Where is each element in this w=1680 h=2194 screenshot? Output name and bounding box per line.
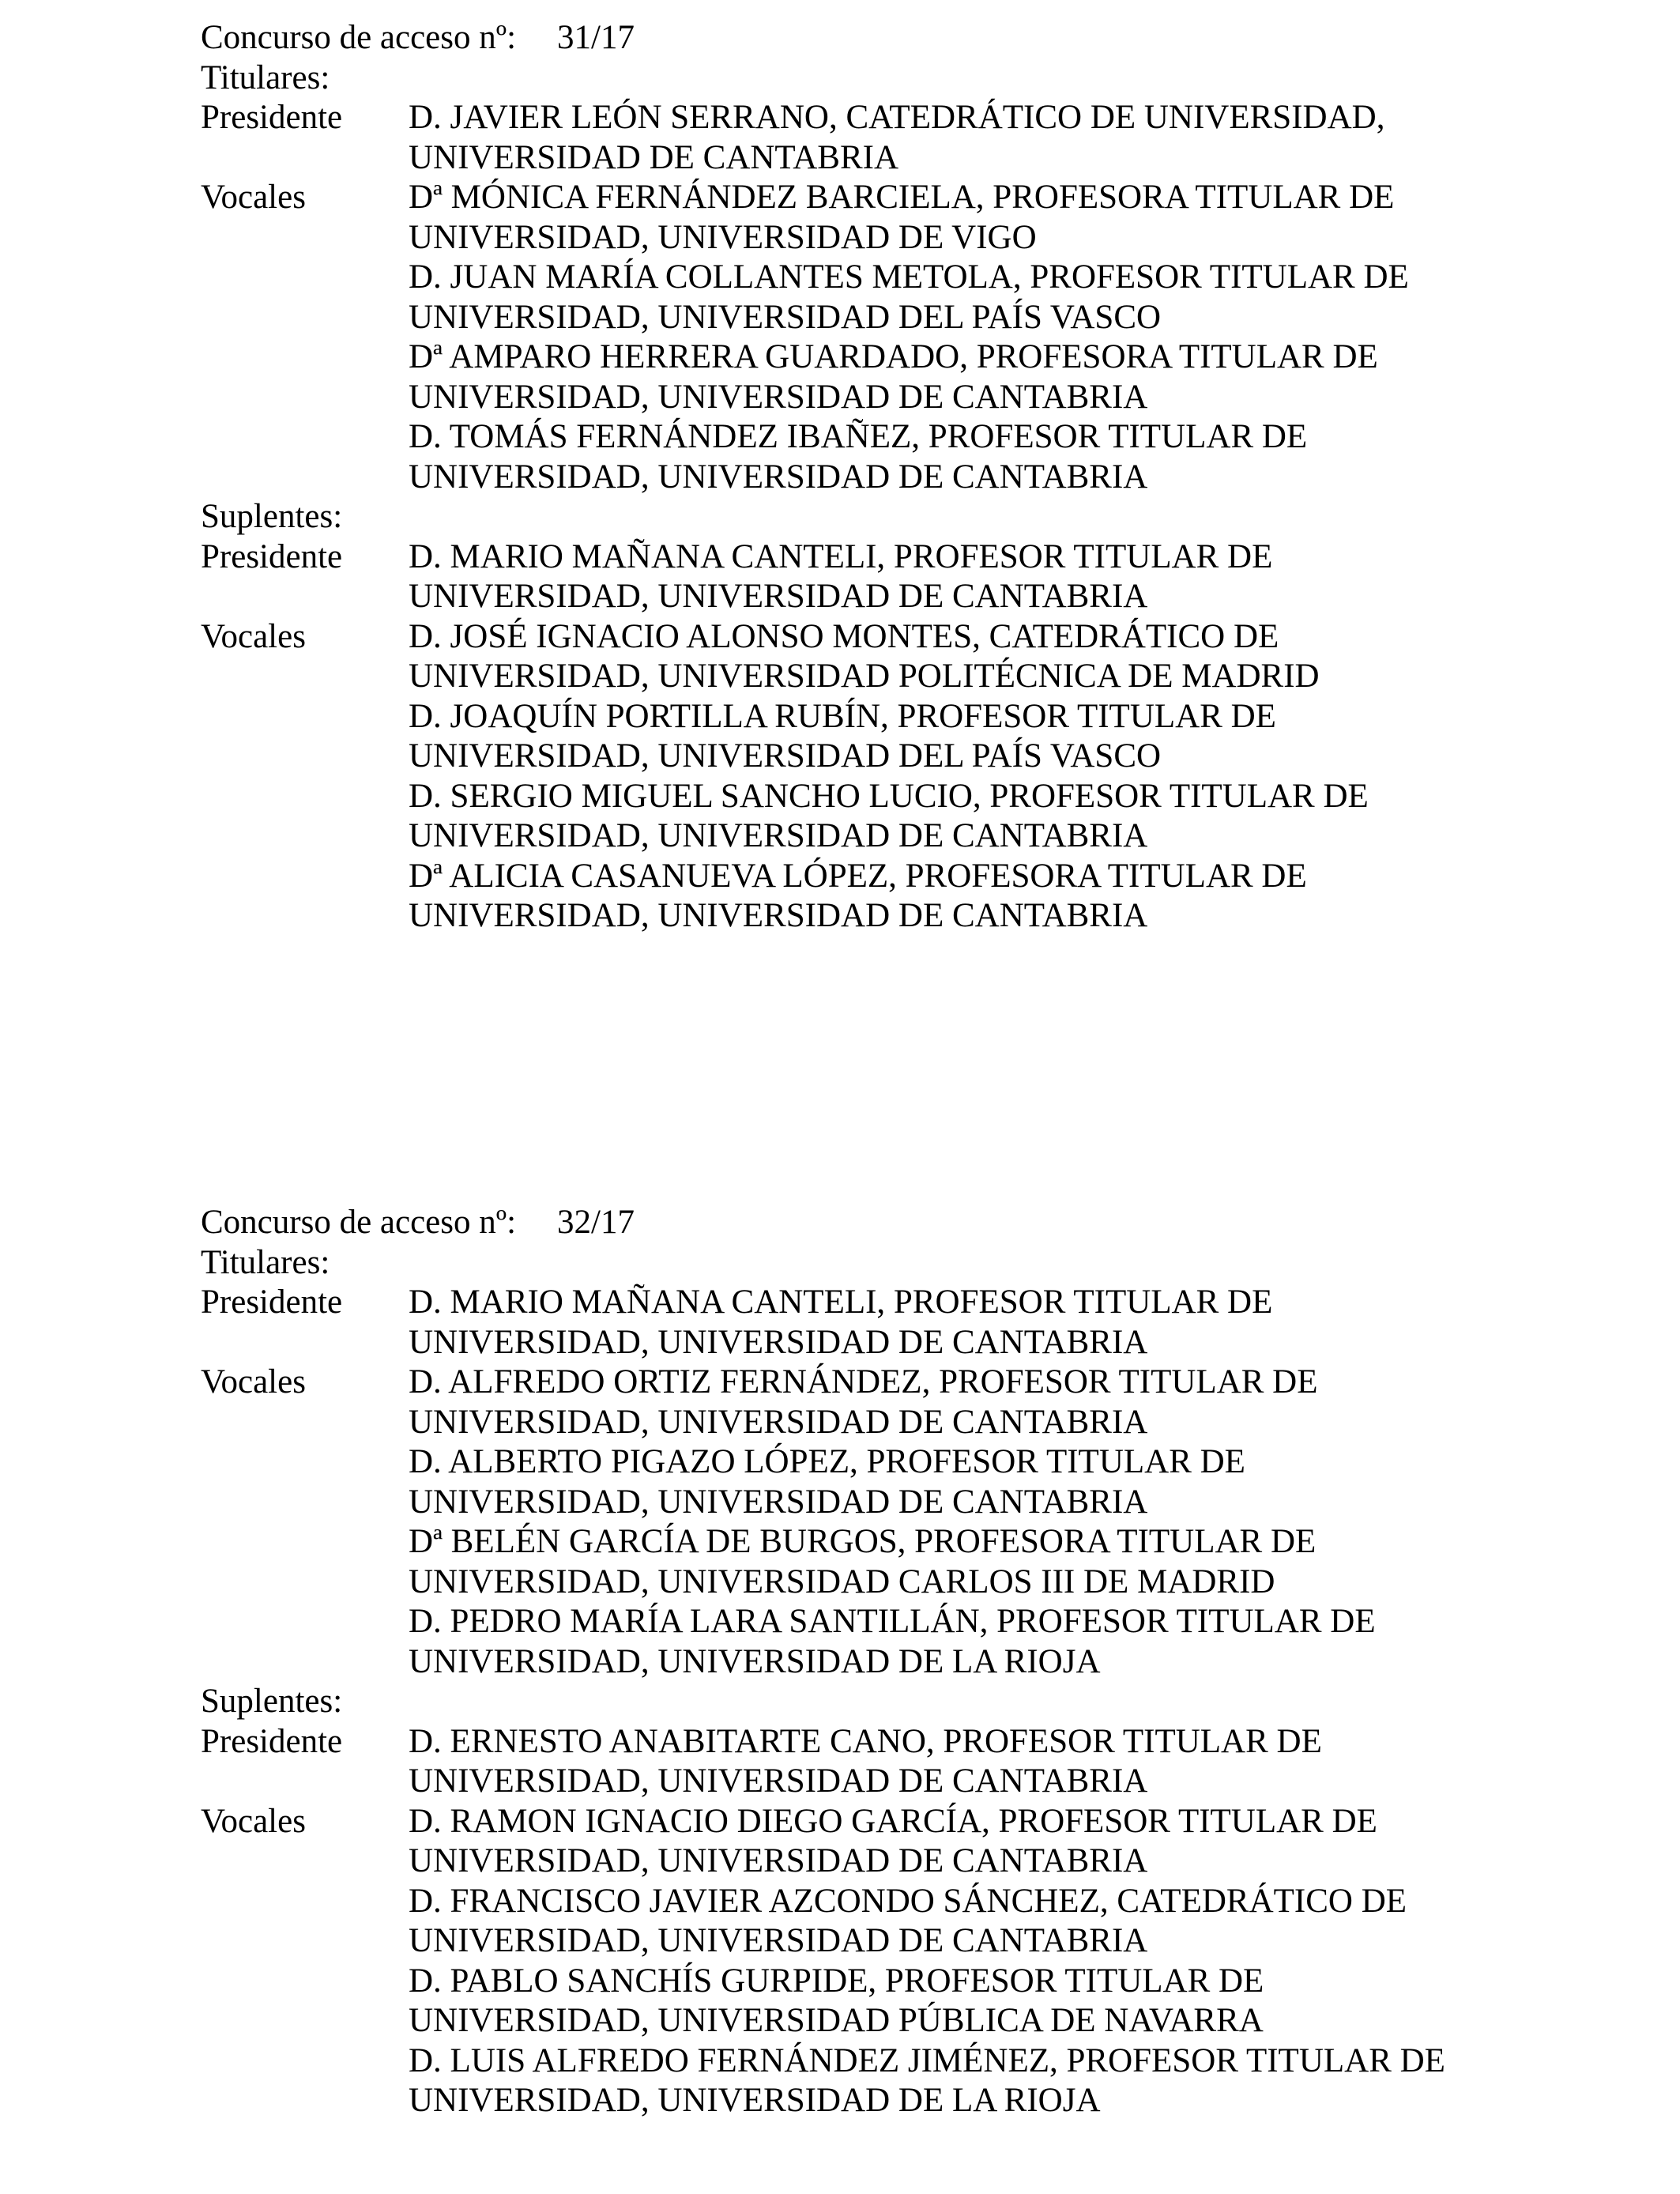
member-university-line: UNIVERSIDAD, UNIVERSIDAD DE CANTABRIA bbox=[409, 578, 1148, 615]
member-name-line: D. PEDRO MARÍA LARA SANTILLÁN, PROFESOR TITULAR DE bbox=[409, 1603, 1376, 1640]
member-university-line: UNIVERSIDAD, UNIVERSIDAD DE CANTABRIA bbox=[409, 1922, 1148, 1959]
member-name-line: D. RAMON IGNACIO DIEGO GARCÍA, PROFESOR TITULAR DE bbox=[409, 1802, 1377, 1840]
suplentes-label: Suplentes: bbox=[201, 498, 343, 535]
member-university-line: UNIVERSIDAD, UNIVERSIDAD DE CANTABRIA bbox=[409, 1762, 1148, 1800]
member-entry bbox=[409, 1363, 1623, 1442]
concurso-number: 32/17 bbox=[557, 1204, 635, 1241]
titulares-vocales-row bbox=[201, 178, 1623, 497]
member-name-line: Dª MÓNICA FERNÁNDEZ BARCIELA, PROFESORA TITULAR DE bbox=[409, 179, 1395, 216]
member-entry bbox=[409, 1283, 1623, 1363]
member-entry bbox=[409, 1442, 1623, 1522]
member-name-line: D. LUIS ALFREDO FERNÁNDEZ JIMÉNEZ, PROFESOR TITULAR DE bbox=[409, 2041, 1445, 2079]
member-university-line: UNIVERSIDAD, UNIVERSIDAD DE CANTABRIA bbox=[409, 458, 1148, 496]
suplentes-label: Suplentes: bbox=[201, 1683, 343, 1720]
vocales-label: Vocales bbox=[201, 179, 306, 216]
member-name-line: D. TOMÁS FERNÁNDEZ IBAÑEZ, PROFESOR TITULAR DE bbox=[409, 418, 1308, 455]
presidente-label: Presidente bbox=[201, 537, 343, 575]
member-entry bbox=[409, 337, 1623, 417]
member-university-line: UNIVERSIDAD, UNIVERSIDAD DEL PAÍS VASCO bbox=[409, 737, 1162, 775]
member-name-line: D. PABLO SANCHÍS GURPIDE, PROFESOR TITULAR DE bbox=[409, 1962, 1264, 2000]
member-entry bbox=[409, 1802, 1623, 1882]
member-name-line: D. JUAN MARÍA COLLANTES METOLA, PROFESOR TITULAR DE bbox=[409, 258, 1409, 296]
titulares-vocales-row bbox=[201, 1363, 1623, 1682]
member-university-line: UNIVERSIDAD, UNIVERSIDAD DE LA RIOJA bbox=[409, 2082, 1101, 2119]
member-name-line: D. ERNESTO ANABITARTE CANO, PROFESOR TITULAR DE bbox=[409, 1722, 1322, 1760]
suplentes-presidente-row bbox=[201, 1722, 1623, 1802]
member-entry bbox=[409, 1722, 1623, 1802]
titulares-presidente-row bbox=[201, 98, 1623, 178]
vocales-label: Vocales bbox=[201, 1802, 306, 1840]
member-name-line: D. FRANCISCO JAVIER AZCONDO SÁNCHEZ, CATEDRÁTICO DE bbox=[409, 1882, 1407, 1920]
member-university-line: UNIVERSIDAD, UNIVERSIDAD PÚBLICA DE NAVARRA bbox=[409, 2002, 1264, 2039]
member-university-line: UNIVERSIDAD, UNIVERSIDAD POLITÉCNICA DE MADRID bbox=[409, 658, 1320, 695]
member-name-line: Dª AMPARO HERRERA GUARDADO, PROFESORA TITULAR DE bbox=[409, 338, 1378, 375]
concurso-label: Concurso de acceso nº: bbox=[201, 1204, 517, 1241]
member-name-line: D. ALFREDO ORTIZ FERNÁNDEZ, PROFESOR TITULAR DE bbox=[409, 1363, 1318, 1400]
member-entry bbox=[409, 1602, 1623, 1682]
concurso-label: Concurso de acceso nº: bbox=[201, 19, 517, 56]
member-entry bbox=[409, 537, 1623, 617]
member-name-line: D. JAVIER LEÓN SERRANO, CATEDRÁTICO DE UNIVERSIDAD, bbox=[409, 99, 1385, 136]
titulares-label: Titulares: bbox=[201, 1243, 330, 1281]
member-entry bbox=[409, 617, 1623, 697]
presidente-label: Presidente bbox=[201, 1722, 343, 1760]
suplentes-vocales-row bbox=[201, 1802, 1623, 2121]
presidente-label: Presidente bbox=[201, 99, 343, 136]
member-university-line: UNIVERSIDAD, UNIVERSIDAD DE CANTABRIA bbox=[409, 897, 1148, 934]
suplentes-presidente-row bbox=[201, 537, 1623, 617]
member-entry bbox=[409, 178, 1623, 258]
member-university-line: UNIVERSIDAD, UNIVERSIDAD DE VIGO bbox=[409, 218, 1037, 256]
member-university-line: UNIVERSIDAD, UNIVERSIDAD DE CANTABRIA bbox=[409, 1842, 1148, 1879]
member-university-line: UNIVERSIDAD, UNIVERSIDAD CARLOS III DE MADRID bbox=[409, 1563, 1275, 1600]
member-name-line: D. JOSÉ IGNACIO ALONSO MONTES, CATEDRÁTICO DE bbox=[409, 617, 1279, 655]
member-university-line: UNIVERSIDAD, UNIVERSIDAD DE CANTABRIA bbox=[409, 1483, 1148, 1521]
member-university-line: UNIVERSIDAD, UNIVERSIDAD DE CANTABRIA bbox=[409, 817, 1148, 854]
member-entry bbox=[409, 1522, 1623, 1602]
member-entry bbox=[409, 417, 1623, 497]
member-university-line: UNIVERSIDAD, UNIVERSIDAD DE CANTABRIA bbox=[409, 378, 1148, 416]
member-entry bbox=[409, 2041, 1623, 2121]
vocales-label: Vocales bbox=[201, 617, 306, 655]
member-name-line: D. SERGIO MIGUEL SANCHO LUCIO, PROFESOR TITULAR DE bbox=[409, 777, 1369, 815]
suplentes-vocales-row bbox=[201, 617, 1623, 937]
vocales-label: Vocales bbox=[201, 1363, 306, 1400]
member-name-line: D. MARIO MAÑANA CANTELI, PROFESOR TITULAR DE bbox=[409, 537, 1273, 575]
member-university-line: UNIVERSIDAD, UNIVERSIDAD DE CANTABRIA bbox=[409, 1323, 1148, 1361]
member-name-line: D. MARIO MAÑANA CANTELI, PROFESOR TITULAR DE bbox=[409, 1284, 1273, 1321]
concurso-heading bbox=[201, 18, 1623, 58]
member-name-line: D. ALBERTO PIGAZO LÓPEZ, PROFESOR TITULAR DE bbox=[409, 1443, 1245, 1480]
member-university-line: UNIVERSIDAD, UNIVERSIDAD DE LA RIOJA bbox=[409, 1642, 1101, 1680]
member-name-line: D. JOAQUÍN PORTILLA RUBÍN, PROFESOR TITULAR DE bbox=[409, 697, 1276, 735]
concurso-heading bbox=[201, 1203, 1623, 1243]
concurso-block-32-17 bbox=[201, 1203, 1623, 2121]
member-name-line: Dª ALICIA CASANUEVA LÓPEZ, PROFESORA TITULAR DE bbox=[409, 857, 1307, 895]
member-entry bbox=[409, 98, 1623, 178]
member-entry bbox=[409, 777, 1623, 857]
concurso-block-31-17 bbox=[201, 18, 1623, 937]
member-name-line: Dª BELÉN GARCÍA DE BURGOS, PROFESORA TITULAR DE bbox=[409, 1523, 1317, 1560]
concurso-number: 31/17 bbox=[557, 19, 635, 56]
member-entry bbox=[409, 1882, 1623, 1962]
presidente-label: Presidente bbox=[201, 1284, 343, 1321]
member-university-line: UNIVERSIDAD, UNIVERSIDAD DEL PAÍS VASCO bbox=[409, 298, 1162, 336]
member-university-line: UNIVERSIDAD, UNIVERSIDAD DE CANTABRIA bbox=[409, 1403, 1148, 1441]
titulares-label: Titulares: bbox=[201, 58, 330, 96]
member-entry bbox=[409, 258, 1623, 337]
member-entry bbox=[409, 697, 1623, 777]
member-entry bbox=[409, 1962, 1623, 2041]
member-entry bbox=[409, 857, 1623, 937]
titulares-presidente-row bbox=[201, 1283, 1623, 1363]
member-university-line: UNIVERSIDAD DE CANTABRIA bbox=[409, 138, 899, 176]
